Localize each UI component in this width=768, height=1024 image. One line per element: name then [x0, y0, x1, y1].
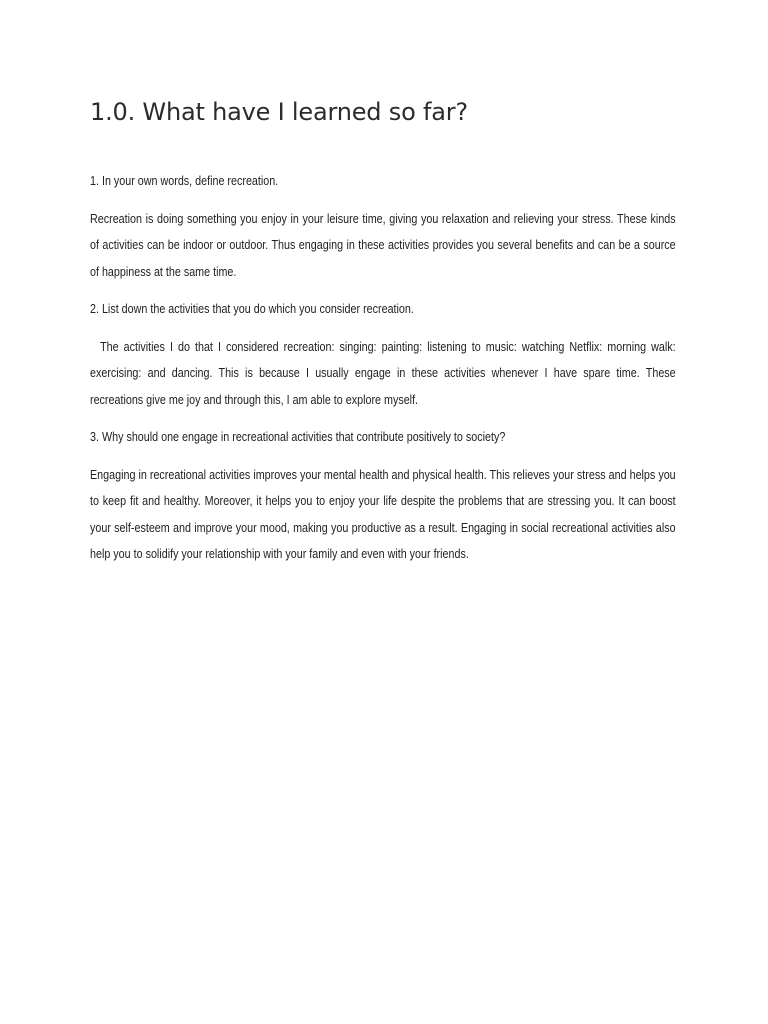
answer-2: The activities I do that I considered recreation: singing: painting: listening to music: watching Netflix: morning walk: exercising: and dancing. This is because I usually engage in these activities whenever I have spare time. These recreations give me joy and through this, I am able to explore myself.	[90, 339, 676, 407]
question-3: 3. Why should one engage in recreational activities that contribute positively to society?	[90, 430, 506, 444]
answer-1: Recreation is doing something you enjoy in your leisure time, giving you relaxation and relieving your stress. These kinds of activities can be indoor or outdoor. Thus engaging in these activities provides you several benefits and can be a source of happiness at the same time.	[90, 211, 676, 279]
question-1: 1. In your own words, define recreation.	[90, 174, 279, 188]
answer-3: Engaging in recreational activities improves your mental health and physical health. This relieves your stress and helps you to keep fit and healthy. Moreover, it helps you to enjoy your life despite the problems that are stressing you. It can boost your self-esteem and improve your mood, making you productive as a result. Engaging in social recreational activities also help you to solidify your relationship with your family and even with your friends.	[90, 467, 676, 561]
question-2: 2. List down the activities that you do which you consider recreation.	[90, 302, 414, 316]
document-content	[90, 96, 676, 579]
page-title: 1.0. What have I learned so far?	[90, 98, 468, 126]
